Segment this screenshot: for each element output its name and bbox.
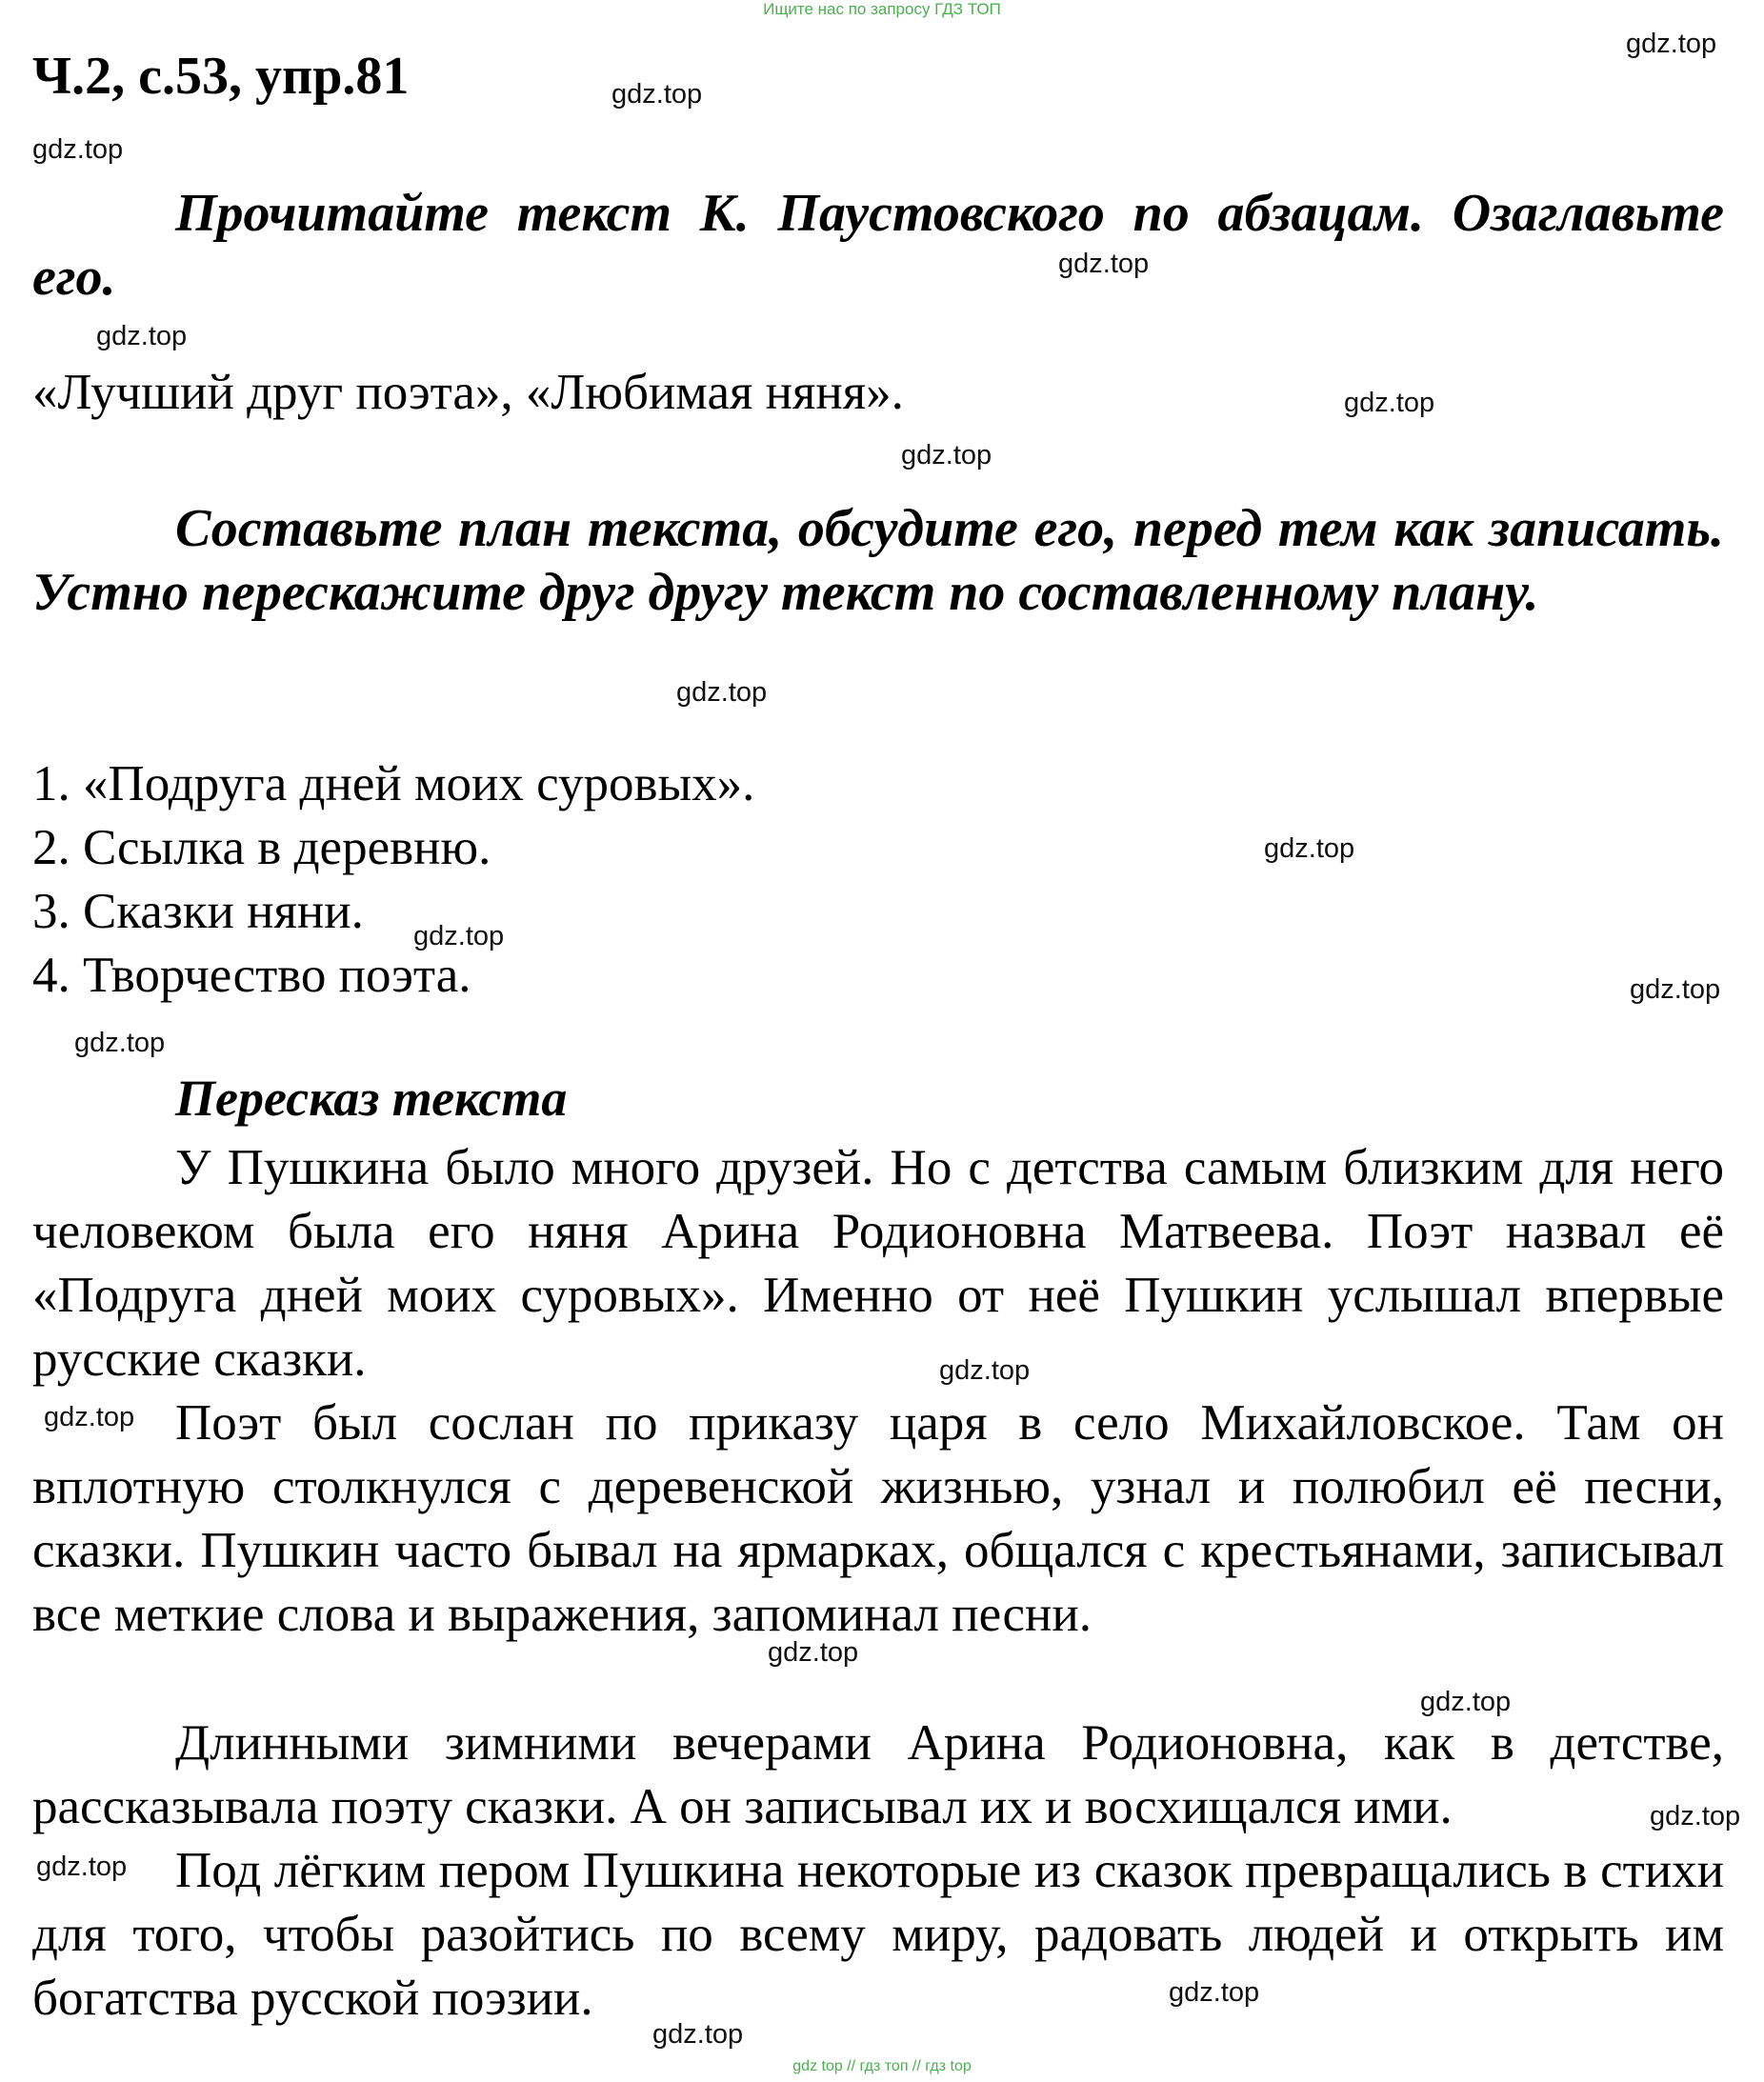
watermark-text: gdz.top xyxy=(939,1355,1031,1386)
watermark-text: gdz.top xyxy=(1626,29,1717,59)
top-banner: Ищите нас по запросу ГДЗ ТОП xyxy=(763,0,1001,18)
watermark-text: gdz.top xyxy=(1169,1977,1260,2008)
page-title: Ч.2, с.53, упр.81 xyxy=(32,47,410,106)
retelling-paragraph: Длинными зимними вечерами Арина Родионовна, как в детстве, рассказывала поэту сказки. А он записывал их и восхищался ими. xyxy=(32,1715,1724,1834)
retelling-heading: Пересказ текста xyxy=(175,1070,568,1127)
plan-item: 4. Творчество поэта. xyxy=(32,948,471,1003)
instruction-make-plan: Составьте план текста, обсудите его, перед тем как записать. Устно перескажите друг другу текст по составленному плану. xyxy=(32,499,1724,622)
watermark-text: gdz.top xyxy=(1630,974,1721,1005)
retelling-paragraph: Под лёгким пером Пушкина некоторые из сказок превращались в стихи для того, чтобы разойтись по всему миру, радовать людей и открыть им богатства русской поэзии. xyxy=(32,1843,1724,2026)
retelling-paragraph: У Пушкина было много друзей. Но с детства самым близким для него человеком была его няня Арина Родионовна Матвеева. Поэт назвал её «Подруга дней моих суровых». Именно от неё Пушкин услышал впервые русские сказки. xyxy=(32,1140,1724,1387)
watermark-text: gdz.top xyxy=(36,1852,128,1882)
watermark-text: gdz.top xyxy=(1344,388,1435,418)
watermark-text: gdz.top xyxy=(1420,1687,1512,1717)
watermark-text: gdz.top xyxy=(413,921,505,951)
watermark-text: gdz.top xyxy=(652,2019,744,2050)
watermark-text: gdz.top xyxy=(74,1028,166,1058)
plan-list xyxy=(32,752,754,1008)
watermark-text: gdz.top xyxy=(676,677,768,708)
watermark-text: gdz.top xyxy=(32,134,124,165)
watermark-text: gdz.top xyxy=(44,1402,135,1432)
bottom-banner: gdz top // гдз топ // гдз top xyxy=(792,2058,972,2074)
watermark-text: gdz.top xyxy=(1058,249,1150,279)
watermark-text: gdz.top xyxy=(901,440,992,470)
watermark-text: gdz.top xyxy=(1650,1801,1741,1832)
watermark-text: gdz.top xyxy=(96,321,188,351)
plan-item: 3. Сказки няни. xyxy=(32,884,364,939)
retelling-paragraph: Поэт был сослан по приказу царя в село Михайловское. Там он вплотную столкнулся с деревенской жизнью, узнал и полюбил её песни, сказки. Пушкин часто бывал на ярмарках, общался с крестьянами, записывал все меткие слова и выражения, запоминал песни. xyxy=(32,1395,1724,1642)
instruction-read-and-title: Прочитайте текст К. Паустовского по абзацам. Озаглавьте его. xyxy=(32,184,1724,307)
answer-titles: «Лучший друг поэта», «Любимая няня». xyxy=(32,365,904,420)
watermark-text: gdz.top xyxy=(768,1637,859,1668)
plan-item: 1. «Подруга дней моих суровых». xyxy=(32,756,755,811)
watermark-text: gdz.top xyxy=(1264,833,1355,864)
plan-item: 2. Ссылка в деревню. xyxy=(32,820,491,875)
watermark-text: gdz.top xyxy=(611,79,703,110)
